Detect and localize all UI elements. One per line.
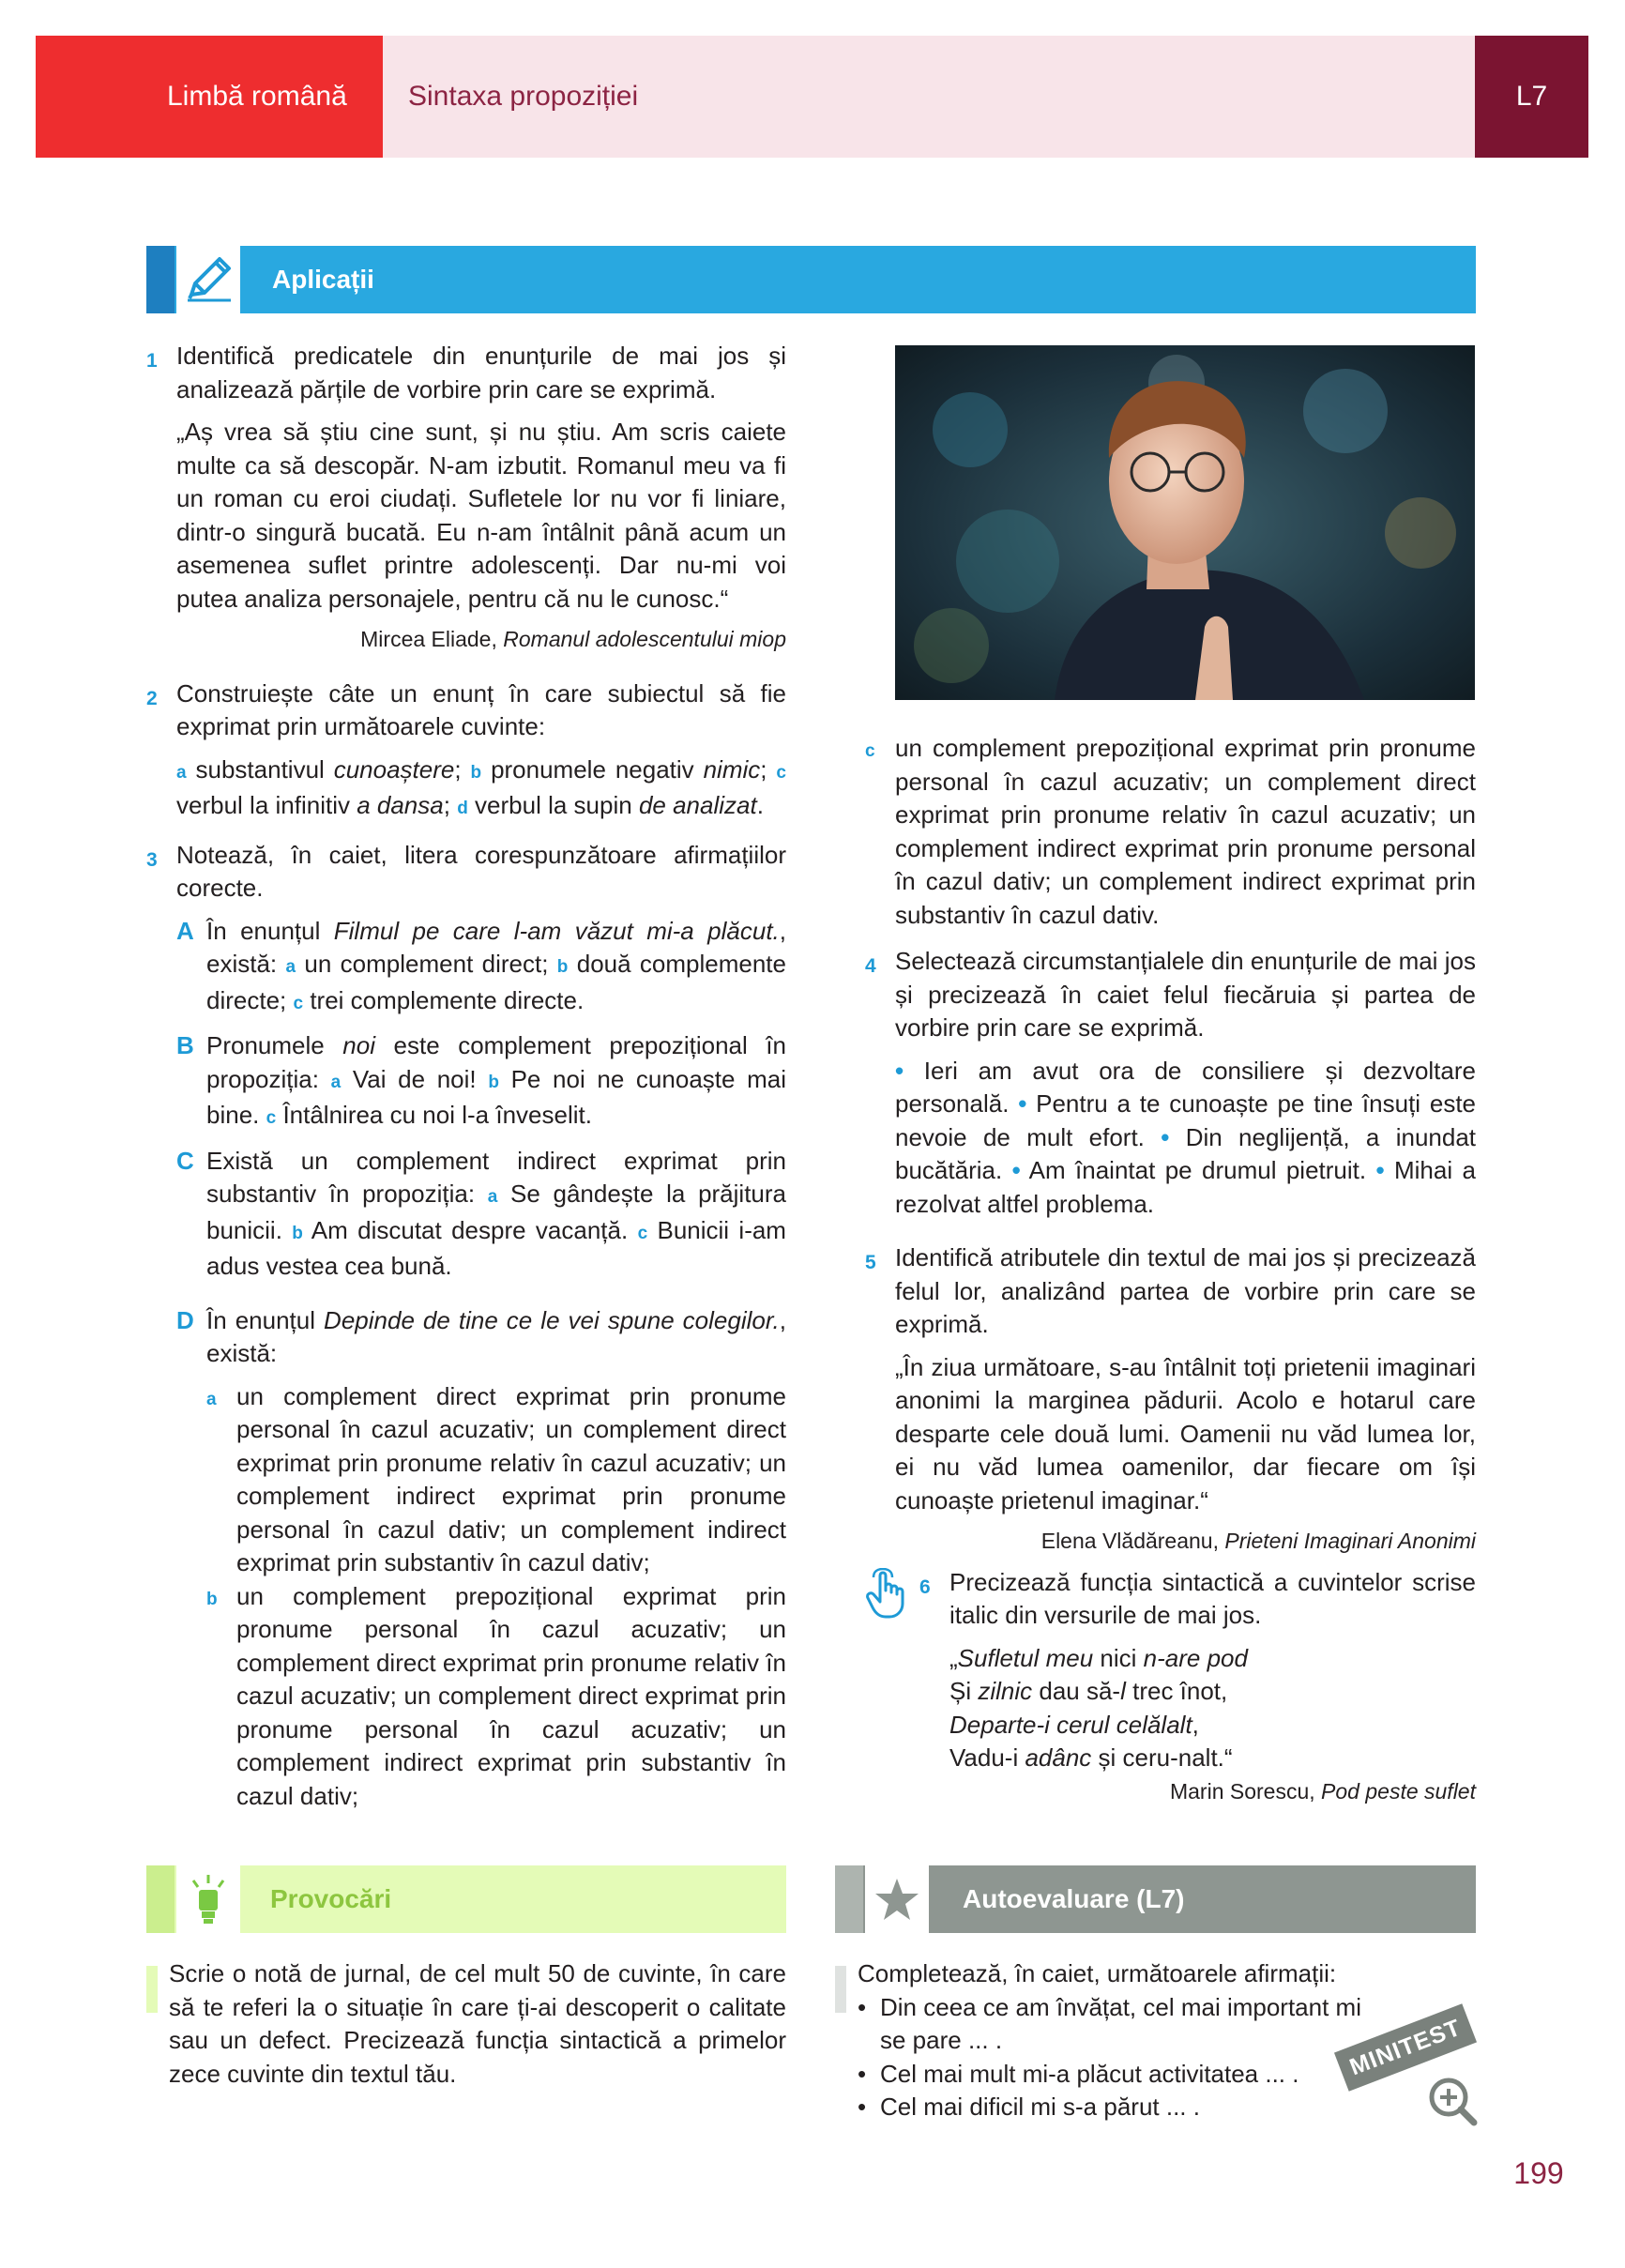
autoevaluare-item: • Cel mai mult mi-a plăcut activitatea ... . <box>858 2059 1299 2088</box>
pencil-icon <box>176 246 240 313</box>
autoevaluare-title: Autoevaluare (L7) <box>963 1884 1185 1913</box>
option-a: Se gândește la prăjitura bunicii. <box>206 1180 786 1244</box>
option-label: a <box>206 1389 217 1409</box>
item-word: a dansa <box>357 791 444 819</box>
option-b: două complemente directe; <box>206 950 786 1014</box>
header-lesson: L7 <box>1515 81 1548 112</box>
poem-line-3: Departe-i cerul celălalt, <box>949 1710 1199 1739</box>
question-word: noi <box>342 1031 375 1059</box>
question-sentence: Filmul pe care l-am văzut mi-a plăcut. <box>333 916 780 945</box>
sentence: Ieri am avut ora de consiliere și dezvoltare personală. <box>895 1056 1476 1118</box>
item-word: nimic <box>703 754 761 784</box>
autoevaluare-intro: Completează, în caiet, următoarele afirmații: <box>858 1959 1337 1987</box>
exercise-prompt: Identifică atributele din textul de mai jos și precizează felul lor, analizând partea de vorbire prin care se exprimă. <box>895 1243 1476 1338</box>
question-pre: În enunțul <box>206 1305 325 1334</box>
item-text: Din ceea ce am învățat, cel mai important mi se pare ... . <box>880 1992 1361 2054</box>
exercise-2 <box>146 677 786 826</box>
zoom-in-icon[interactable] <box>1427 2076 1478 2131</box>
exercise-prompt: Precizează funcția sintactică a cuvintelor scrise italic din versurile de mai jos. <box>949 1567 1476 1629</box>
item-label: c <box>776 762 786 783</box>
item-text: verbul la supin <box>475 791 639 819</box>
question-text: Pronumele noi este complement prepozițional în propoziția: a Vai de noi! b Pe noi ne cunoaște mai bine. c Întâlnirea cu noi l-a înveselit. <box>206 1031 787 1129</box>
touch-hand-icon <box>865 1568 908 1628</box>
provocari-bar <box>146 1865 786 1933</box>
exercise-prompt: Selectează circumstanțialele din enunțurile de mai jos și precizează în caiet felul fiecăruia și partea de vorbire prin care se exprimă. <box>895 947 1476 1042</box>
provocari-bar-accent <box>146 1865 175 1933</box>
question-label: A <box>176 916 194 945</box>
item-word: cunoaștere <box>333 754 455 784</box>
exercise-3 <box>146 839 786 1814</box>
question-D <box>176 1304 786 1814</box>
autoevaluare-bar-accent <box>835 1865 863 1933</box>
exercise-4 <box>865 945 1476 1221</box>
poem-line-2: Și zilnic dau să-l trec înot, <box>949 1677 1228 1705</box>
option-text: un complement direct exprimat prin pronume personal în cazul acuzativ; un complement direct exprimat prin pronume relativ în cazul acuzativ; un complement indirect exprimat prin pronume personal în cazul dativ; un complement indirect exprimat prin substantiv în cazul dativ; <box>236 1381 786 1576</box>
provocari-side-line <box>146 1966 158 2013</box>
item-text: pronumele negativ <box>491 754 704 784</box>
question-label: C <box>176 1146 194 1175</box>
source-author: Mircea Eliade, <box>360 627 504 651</box>
sentence: Am înaintat pe drumul pietruit. <box>1028 1156 1367 1184</box>
item-text: Cel mai mult mi-a plăcut activitatea ... . <box>880 2059 1299 2088</box>
option-b: Pe noi ne cunoaște mai bine. <box>206 1064 787 1129</box>
right-column <box>865 732 1476 1808</box>
item-text: Cel mai dificil mi s-a părut ... . <box>880 2093 1200 2121</box>
option-label: c <box>865 741 875 761</box>
option-c: Întâlnirea cu noi l-a înveselit. <box>282 1101 592 1129</box>
lightbulb-icon <box>176 1865 240 1933</box>
question-label: D <box>176 1305 194 1334</box>
header-subject: Limbă română <box>167 81 347 112</box>
left-column <box>146 340 786 1813</box>
provocari-text: Scrie o notă de jurnal, de cel mult 50 de cuvinte, în care să te referi la o situație în care ți-ai descoperit o calitate sau un defect. Precizează funcția sintactică a primelor zece cuvinte din textul tău. <box>169 1959 786 2088</box>
question-text: În enunțul Filmul pe care l-am văzut mi-a plăcut., există: a un complement direct; b două complemente directe; c trei complemente directe. <box>206 916 786 1014</box>
item-label: a <box>176 762 187 783</box>
option-a: Vai de noi! <box>352 1064 477 1093</box>
source-author: Elena Vlădăreanu, <box>1040 1529 1225 1553</box>
exercise-5 <box>865 1241 1476 1559</box>
option-a <box>206 1380 786 1580</box>
option-text: un complement prepozițional exprimat prin pronume personal în cazul acuzativ; un complement direct exprimat prin pronume relativ în cazul acuzativ; un complement indirect exprimat prin pronume personal în cazul dativ; un complement indirect exprimat prin substantiv în cazul dativ. <box>895 734 1476 929</box>
item-sep: ; <box>443 791 450 819</box>
question-body: Există un complement indirect exprimat prin substantiv în propoziția: <box>206 1146 786 1208</box>
poem-line-1: „Sufletul meu nici n-are pod <box>949 1643 1248 1672</box>
aplicatii-bar-accent <box>146 246 175 313</box>
option-label: b <box>206 1589 218 1609</box>
question-sentence: Depinde de tine ce le vei spune colegilor. <box>324 1305 780 1334</box>
option-c: trei complemente directe. <box>310 985 585 1014</box>
boy-with-glasses-photo <box>895 345 1475 700</box>
exercise-number: 4 <box>865 955 876 977</box>
autoevaluare-side-line <box>835 1966 846 2013</box>
question-text <box>206 1304 786 1371</box>
question-post: , există: <box>206 916 786 978</box>
source-author: Marin Sorescu, <box>1169 1778 1322 1804</box>
quote-source <box>949 1775 1476 1809</box>
question-C <box>176 1145 786 1284</box>
exercise-sentences: • Ieri am avut ora de consiliere și dezvoltare personală. • Pentru a te cunoaște pe tine însuți este nevoie de mult efort. • Din neglijență, a inundat bucătăria. • Am înaintat pe drumul pietruit. • Mihai a rezolvat altfel problema. <box>895 1056 1477 1218</box>
exercise-number: 1 <box>146 350 158 372</box>
item-label: b <box>470 762 482 783</box>
header-topic: Sintaxa propoziției <box>408 81 639 112</box>
exercise-prompt: Notează, în caiet, litera corespunzătoare afirmațiilor corecte. <box>176 840 786 902</box>
question-B <box>176 1029 786 1135</box>
item-text: verbul la infinitiv <box>176 791 357 819</box>
exercise-number: 3 <box>146 848 158 871</box>
sentence: Din neglijență, a inundat bucătăria. <box>895 1122 1477 1184</box>
sentence: Mihai a rezolvat altfel problema. <box>895 1156 1476 1218</box>
question-label: B <box>176 1031 194 1059</box>
autoevaluare-item: • Cel mai dificil mi s-a părut ... . <box>858 2093 1200 2121</box>
item-sep: ; <box>760 754 767 784</box>
exercise-6 <box>865 1566 1476 1809</box>
exercise-prompt: Construiește câte un enunț în care subiectul să fie exprimat prin următoarele cuvinte: <box>176 678 786 740</box>
item-text: substantivul <box>195 754 334 784</box>
aplicatii-title: Aplicații <box>272 265 374 294</box>
exercise-1 <box>146 340 786 657</box>
source-title: Prieteni Imaginari Anonimi <box>1224 1529 1476 1553</box>
source-title: Pod peste suflet <box>1321 1778 1476 1804</box>
option-c: Bunicii i-am adus vestea cea bună. <box>206 1215 786 1280</box>
question-post: este complement prepozițional în propoziția: <box>206 1031 786 1093</box>
item-word: de analizat <box>638 791 757 819</box>
item-sep: . <box>756 791 764 819</box>
option-a: un complement direct; <box>304 950 549 978</box>
question-text: Există un complement indirect exprimat prin substantiv în propoziția: a Se gândește la prăjitura bunicii. b Am discutat despre vacanță. c Bunicii i-am adus vestea cea bună. <box>206 1146 786 1280</box>
autoevaluare-item: • Din ceea ce am învățat, cel mai important mi se pare ... . <box>858 1992 1361 2054</box>
exercise-number: 6 <box>919 1575 931 1598</box>
option-b: Am discutat despre vacanță. <box>311 1215 629 1244</box>
star-icon <box>865 1865 929 1933</box>
question-A <box>176 915 786 1021</box>
exercise-quote: „În ziua următoare, s-au întâlnit toți prietenii imaginari anonimi la marginea pădurii. Acolo e hotarul care desparte cele două lumi. Oamenii nu văd lumea lor, ei nu văd lumea oamenilor, dar fiecare om își cunoaște prietenul imaginar.“ <box>895 1352 1476 1515</box>
option-c <box>865 732 1476 932</box>
item-label: d <box>457 799 468 818</box>
question-pre: În enunțul <box>206 916 334 945</box>
exercise-items <box>176 753 786 826</box>
question-pre: Pronumele <box>206 1031 343 1059</box>
exercise-number: 5 <box>865 1252 876 1273</box>
quote-source <box>176 623 786 657</box>
quote-source <box>895 1525 1476 1559</box>
page-number: 199 <box>1513 2156 1564 2190</box>
exercise-quote: „Aș vrea să știu cine sunt, și nu știu. Am scris caiete multe ca să descopăr. N-am izbutit. Romanul meu va fi un roman cu eroi ciudați. Sufletele lor nu vor fi liniare, dintr-o singură bucată. Eu n-am întâlnit până acum un asemenea suflet printre adolescenți. Dar nu-mi voi putea analiza personajele, pentru că nu le cunosc.“ <box>176 418 786 613</box>
exercise-prompt: Identifică predicatele din enunțurile de mai jos și analizează părțile de vorbire prin care se exprimă. <box>176 342 786 403</box>
item-sep: ; <box>454 754 462 784</box>
sentence: Pentru a te cunoaște pe tine însuți este nevoie de mult efort. <box>895 1089 1477 1151</box>
option-b <box>206 1580 786 1814</box>
poem-line-4: Vadu-i adânc și ceru-nalt.“ <box>949 1743 1233 1772</box>
option-text: un complement prepozițional exprimat prin pronume personal în cazul acuzativ; un complement direct exprimat prin pronume relativ în cazul acuzativ; un complement direct exprimat prin pronume personal în cazul acuzativ; un complement indirect exprimat prin substantiv în cazul dativ; <box>236 1581 786 1810</box>
poem <box>949 1642 1476 1775</box>
exercise-number: 2 <box>146 687 158 709</box>
provocari-title: Provocări <box>270 1884 392 1913</box>
minitest-badge[interactable]: MINITEST <box>1334 2003 1477 2091</box>
source-title: Romanul adolescentului miop <box>503 627 786 651</box>
question-post: , există: <box>206 1305 786 1367</box>
autoevaluare-content <box>858 1957 1383 2124</box>
